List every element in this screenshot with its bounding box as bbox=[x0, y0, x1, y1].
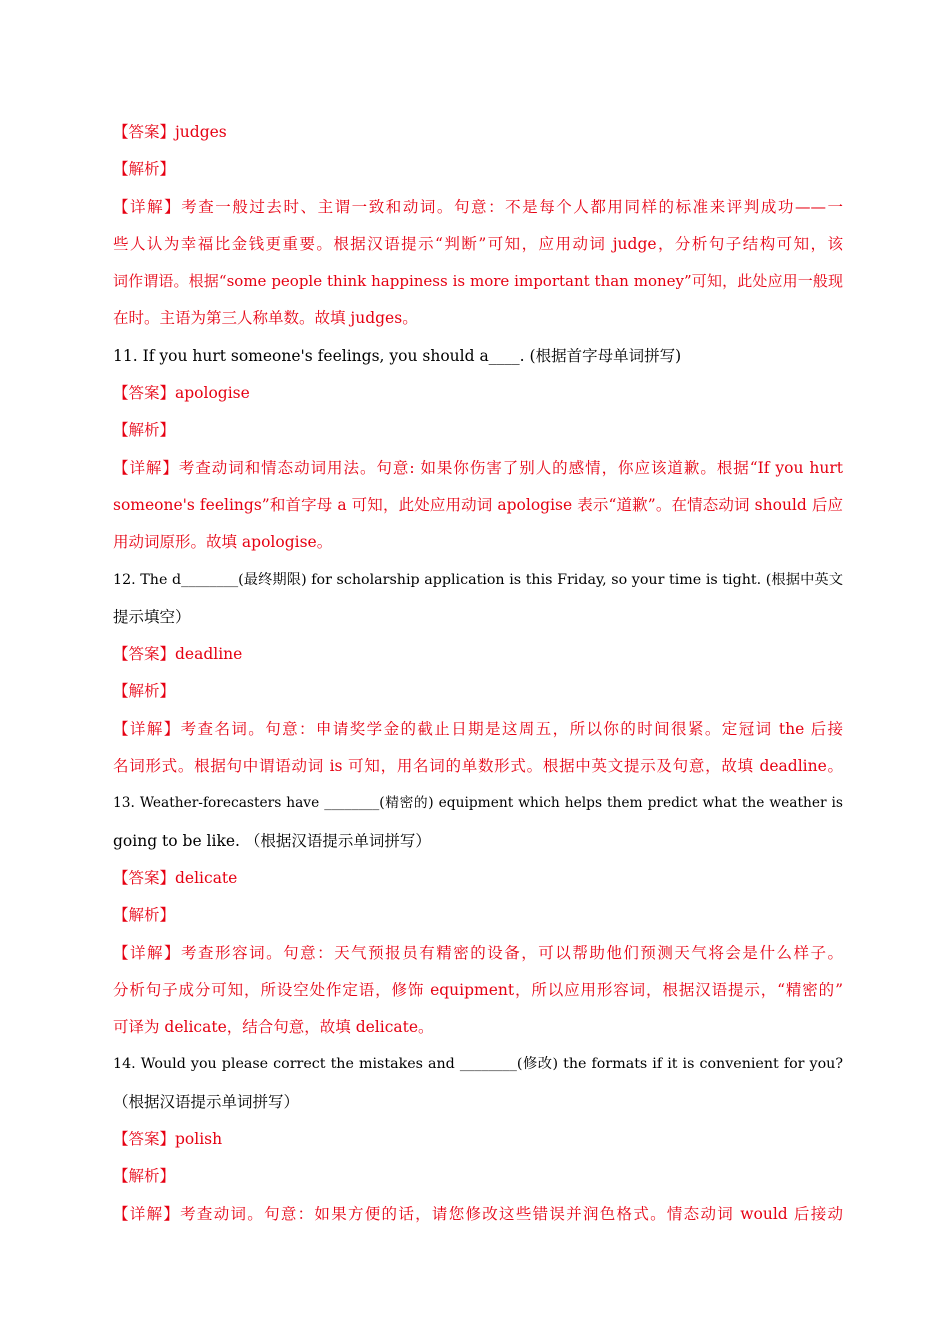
question-14-line-2: （根据汉语提示单词拼写） bbox=[113, 1092, 300, 1111]
explanation-10-line-1: 【详解】考查一般过去时、主谓一致和动词。句意：不是每个人都用同样的标准来评判成功——一 bbox=[113, 197, 843, 216]
answer-line-11: 【答案】apologise bbox=[113, 384, 250, 403]
explanation-11-line-3: 用动词原形。故填 apologise。 bbox=[113, 533, 333, 552]
answer-line-14: 【答案】polish bbox=[113, 1130, 223, 1149]
explanation-11-line-2: someone's feelings”和首字母 a 可知，此处应用动词 apologise 表示“道歉”。在情态动词 should 后应 bbox=[113, 495, 843, 514]
explanation-13-line-3: 可译为 delicate，结合句意，故填 delicate。 bbox=[113, 1018, 434, 1037]
explanation-12-line-1: 【详解】考查名词。句意：申请奖学金的截止日期是这周五，所以你的时间很紧。定冠词 the 后接 bbox=[113, 719, 843, 738]
answer-line-10: 【答案】judges bbox=[113, 123, 227, 141]
explanation-10-line-2: 些人认为幸福比金钱更重要。根据汉语提示“判断”可知，应用动词 judge，分析句子结构可知，该 bbox=[113, 234, 843, 253]
question-12-line-2: 提示填空） bbox=[113, 607, 191, 626]
explanation-14-line-1: 【详解】考查动词。句意：如果方便的话，请您修改这些错误并润色格式。情态动词 would 后接动 bbox=[113, 1204, 843, 1223]
question-12-line-1: 12. The d________(最终期限) for scholarship application is this Friday, so your time is tight. (根据中英文 bbox=[113, 571, 843, 588]
answer-line-13: 【答案】delicate bbox=[113, 868, 238, 887]
document-page bbox=[113, 114, 843, 1233]
explanation-12-line-2: 名词形式。根据句中谓语动词 is 可知，用名词的单数形式。根据中英文提示及句意，故填 deadline。 bbox=[113, 757, 843, 776]
answer-line-12: 【答案】deadline bbox=[113, 645, 243, 664]
explanation-10-line-4: 在时。主语为第三人称单数。故填 judges。 bbox=[113, 309, 418, 328]
analysis-heading-14: 【解析】 bbox=[113, 1167, 176, 1186]
explanation-13-line-1: 【详解】考查形容词。句意：天气预报员有精密的设备，可以帮助他们预测天气将会是什么样子。 bbox=[113, 943, 843, 962]
analysis-heading-11: 【解析】 bbox=[113, 421, 176, 440]
question-11: 11. If you hurt someone's feelings, you should a____. (根据首字母单词拼写) bbox=[113, 346, 682, 365]
explanation-10-line-3: 词作谓语。根据“some people think happiness is more important than money”可知，此处应用一般现 bbox=[113, 272, 843, 291]
explanation-13-line-2: 分析句子成分可知，所设空处作定语，修饰 equipment，所以应用形容词，根据汉语提示，“精密的” bbox=[113, 980, 843, 999]
explanation-11-line-1: 【详解】考查动词和情态动词用法。句意: 如果你伤害了别人的感情，你应该道歉。根据“If you hurt bbox=[113, 458, 843, 477]
question-13-line-2: going to be like. （根据汉语提示单词拼写） bbox=[113, 831, 431, 850]
question-13-line-1: 13. Weather-forecasters have ________(精密的) equipment which helps them predict what the weather is bbox=[113, 795, 843, 812]
question-14-line-1: 14. Would you please correct the mistakes and ________(修改) the formats if it is convenient for you? bbox=[113, 1056, 843, 1073]
analysis-heading-12: 【解析】 bbox=[113, 682, 176, 701]
analysis-heading-13: 【解析】 bbox=[113, 906, 176, 925]
analysis-heading-10: 【解析】 bbox=[113, 160, 176, 179]
